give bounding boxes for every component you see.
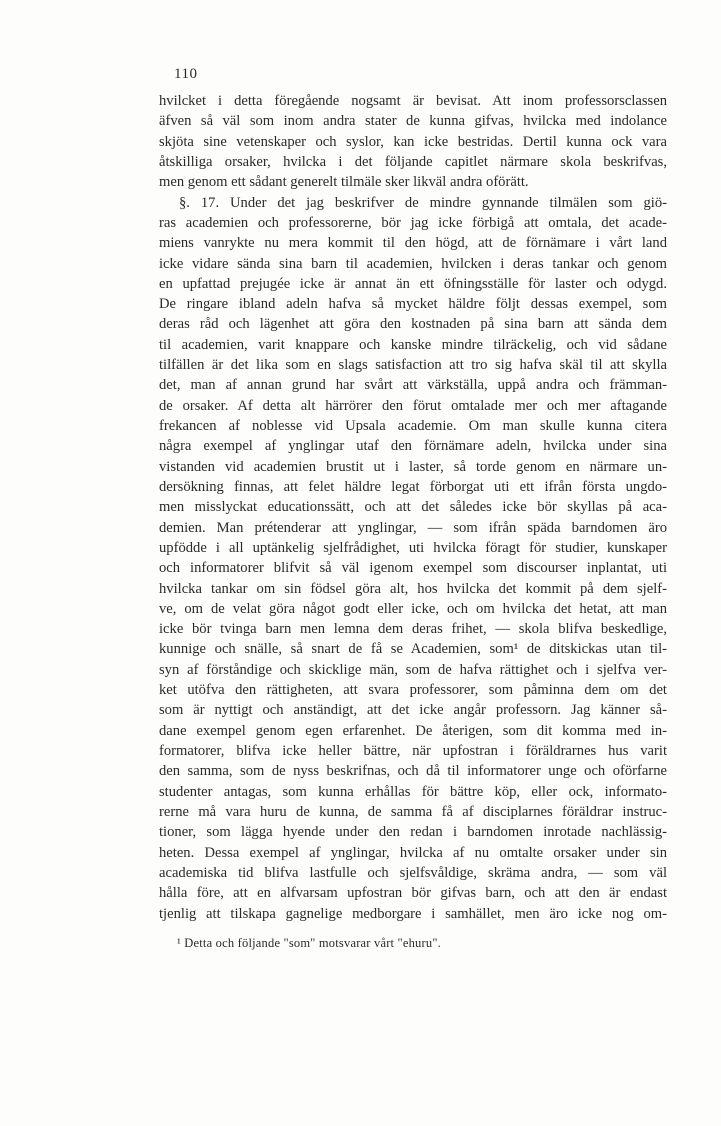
text-line-22: demien. Man prétenderar att ynglingar, — som ifrån späda barndomen äro — [159, 519, 667, 536]
text-line-5: men genom ett sådant generelt tilmäle sker likväl andra oförätt. — [159, 174, 529, 191]
text-line-39: academiska tid blifva lastfulle och sjelfsvåldige, skräma andra, — som väl — [159, 864, 667, 881]
text-line-2: äfven så väl som inom andra stater de kunna gifvas, hvilcka med indolance — [159, 113, 667, 130]
text-line-28: kunnige och snälle, så snart de få se Academien, som¹ de ditskickas utan til- — [159, 641, 667, 658]
text-line-21: men misslyckat educationssätt, och att det således icke bör skyllas på aca- — [159, 499, 667, 516]
text-line-32: dane exempel genom egen erfarenhet. De återigen, som dit komma med in- — [159, 722, 667, 739]
text-line-37: tioner, som lägga hyende under den redan i barndomen inrotade nachlässig- — [159, 824, 667, 841]
text-line-40: hålla före, att en alfvarsam upfostran bör gifvas barn, och att den är endast — [159, 885, 667, 902]
footnote: ¹ Detta och följande "som" motsvarar vårt "ehuru". — [177, 936, 441, 950]
text-line-1: hvilcket i detta föregående nogsamt är bevisat. Att inom professorsclassen — [159, 93, 667, 109]
text-line-16: de orsaker. Af detta alt härrörer den förut omtalade mer och mer aftagande — [159, 397, 667, 414]
text-line-11: De ringare ibland adeln hafva så mycket häldre följt dessas exempel, som — [159, 296, 667, 313]
text-line-27: icke bör tvinga barn men lemna dem deras frihet, — skola blifva beskedlige, — [159, 621, 667, 638]
text-line-38: heten. Dessa exempel af ynglingar, hvilcka af nu omtalte orsaker under sin — [159, 844, 667, 861]
text-line-7: ras academien och professorerne, bör jag icke förbigå att omtala, det acade- — [159, 214, 667, 231]
text-line-36: rerne må vara huru de kunna, de samma få af disciplarnes föräldrar instruc- — [159, 803, 667, 820]
text-line-10: en upfattad prejugée icke är annat än ett öfningsställe för laster och odygd. — [159, 275, 667, 292]
text-line-31: som är nyttigt och anständigt, att det icke angår professorn. Jag känner så- — [159, 702, 667, 719]
text-line-6: §. 17. Under det jag beskrifver de mindre gynnande tilmälen som giö- — [179, 194, 667, 211]
text-line-3: skjöta sine vetenskaper och syslor, kan icke bestridas. Dertil kunna ock vara — [159, 133, 667, 150]
text-line-4: åtskilliga orsaker, hvilcka i det följande capitlet närmare skola beskrifvas, — [159, 153, 667, 170]
text-line-24: och informatorer blifvit så väl igenom exempel som discourser inplantat, uti — [159, 560, 667, 577]
text-line-25: hvilcka tankar om sin födsel göra alt, hos hvilcka det kommit på dem sjelf- — [159, 580, 667, 597]
page-number: 110 — [174, 66, 198, 82]
text-line-13: til academien, varit knappare och kanske mindre tilräckelig, och vid sådane — [159, 336, 667, 353]
text-line-18: några exempel af ynglingar utaf den förnämare adeln, hvilcka under sina — [159, 438, 667, 455]
text-line-19: vistanden vid academien brustit ut i laster, så torde genom en närmare un- — [159, 458, 667, 475]
text-line-9: icke vidare sända sina barn til academien, hvilcken i deras tankar och genom — [159, 255, 667, 272]
text-line-8: miens vanrykte nu mera kommit til den högd, att de förnämare i vårt land — [159, 235, 667, 252]
text-line-33: formatorer, blifva icke heller bättre, när upfostran i föräldrarnes hus varit — [159, 743, 667, 759]
text-line-12: deras råd och lägenhet att göra den kostnaden på sina barn att sända dem — [159, 316, 667, 333]
text-line-29: syn af förståndige och skicklige män, som de hafva rättighet och i sjelfva ver- — [159, 661, 667, 678]
text-line-26: ve, om de velat göra något godt eller icke, och om hvilcka det hetat, att man — [159, 600, 667, 617]
text-line-35: studenter antagas, som kunna erhållas för bättre köp, eller ock, informato- — [159, 783, 667, 800]
text-line-30: ket utöfva den rättigheten, att svara professorer, som påminna dem om det — [159, 682, 667, 699]
text-line-17: frekancen af noblesse vid Upsala academie. Om man skulle kunna citera — [159, 418, 667, 434]
text-line-14: tilfällen är det lika som en slags satisfaction att tro sig hafva skäl til att skylla — [159, 357, 667, 374]
text-line-23: upfödde i all uptänkelig sjelfrådighet, uti hvilcka föragt för studier, kunskaper — [159, 539, 667, 556]
text-line-41: tjenlig att tilskapa gagnelige medborgare i samhället, men äro icke nog om- — [159, 905, 667, 922]
text-line-15: det, man af annan grund har svårt att värkställa, uppå andra och främman- — [159, 377, 667, 394]
text-line-34: den samma, som de nyss beskrifnas, och då til informatorer unge och oförfarne — [159, 763, 667, 780]
body-text — [159, 91, 667, 924]
text-line-20: dersökning finnas, att felet häldre legat förborgat uti ett ifrån första ungdo- — [159, 478, 667, 495]
